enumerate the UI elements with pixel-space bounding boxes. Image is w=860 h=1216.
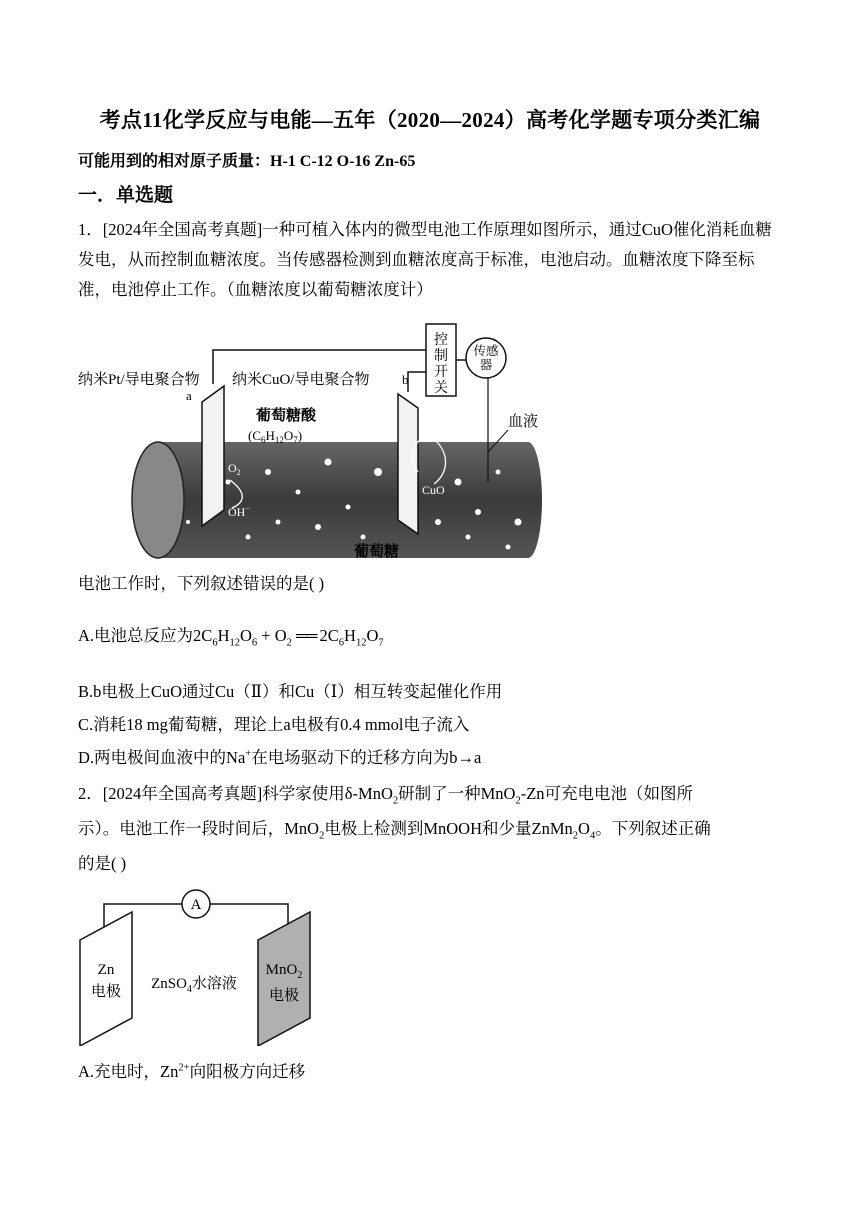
label-cuo: CuO — [422, 483, 445, 497]
switch-char-3: 开 — [434, 365, 448, 380]
label-cu2o: $Cu_2O$ — [420, 419, 449, 435]
q1-option-d — [78, 744, 481, 768]
label-glucose: 葡萄糖 — [354, 544, 400, 560]
q2-stem-line3: 的是( ) — [78, 854, 127, 873]
section-heading: 一．单选题 — [78, 185, 174, 206]
q2-cell-figure — [78, 884, 328, 1046]
label-o2: $O_2$ — [228, 461, 241, 477]
atomic-masses: 可能用到的相对原子质量：H-1 C-12 O-16 Zn-65 — [78, 153, 416, 170]
q2-option-a-ion: $Zn^{2+}$ — [160, 1062, 190, 1081]
electrolyte-label: ZnSO$_4$水溶液 — [151, 976, 237, 995]
zn-label: Zn — [97, 962, 115, 978]
ammeter-label: A — [190, 897, 202, 913]
q1-question: 电池工作时，下列叙述错误的是( ) — [78, 574, 325, 593]
q1-option-d-suffix: 在电场驱动下的迁移方向为b→a — [251, 748, 482, 767]
label-oh: OH− — [228, 504, 250, 519]
label-pt: 纳米Pt/导电聚合物 — [78, 372, 200, 388]
zn-electrode-label: 电极 — [90, 984, 122, 1000]
electrode-a — [202, 386, 224, 526]
switch-char-1: 控 — [434, 333, 448, 348]
svg-text:传感: 传感 — [473, 344, 499, 358]
svg-text:器: 器 — [479, 358, 493, 372]
q1-option-a-equation: $2C_6H_{12}O_6 + O_2$ ══ $2C_6H_{12}O_7$ — [193, 626, 384, 649]
mno2-label: MnO$_2$ — [265, 962, 303, 981]
q1-option-d-ion: Na+ — [226, 748, 252, 767]
label-cuo-electrode: 纳米CuO/导电聚合物 — [232, 372, 370, 388]
q2-stem-line2: 示）。电池工作一段时间后，MnO$_2$电极上检测到MnOOH和少量$ZnMn_2O_4$。下列叙述正确 — [78, 819, 711, 842]
q1-option-a — [78, 622, 384, 648]
chem-delta-mno2: δ-MnO$_2$ — [344, 784, 399, 807]
q1-battery-figure — [78, 322, 558, 562]
chem-mno2-zn: MnO$_2$-Zn — [480, 784, 545, 807]
electrode-b — [398, 394, 418, 534]
zn-electrode — [80, 912, 132, 1046]
label-b: b — [402, 372, 409, 387]
mno2-electrode-label: 电极 — [268, 988, 300, 1004]
label-a: a — [186, 388, 192, 403]
q1-option-b: B.b电极上CuO通过Cu（Ⅱ）和Cu（Ⅰ）相互转变起催化作用 — [78, 682, 503, 701]
q2-option-a: A.充电时，$Zn^{2+}$向阳极方向迁移 — [78, 1062, 306, 1081]
q1-stem: 1．[2024年全国高考真题]一种可植入体内的微型电池工作原理如图所示，通过CuO催化消耗血糖发电，从而控制血糖浓度。当传感器检测到血糖浓度高于标准，电池启动。血糖浓度下降至标准，电池停止工作。（血糖浓度以葡萄糖浓度计） — [78, 220, 772, 299]
q1-option-c: C.消耗18 mg葡萄糖，理论上a电极有0.4 mmol电子流入 — [78, 715, 470, 734]
label-gluconic: 葡萄糖酸 — [256, 408, 317, 424]
q1-option-a-prefix: A.电池总反应为 — [78, 626, 194, 645]
label-blood: 血液 — [508, 414, 539, 430]
q1-option-d-prefix: D.两电极间血液中的 — [78, 748, 227, 767]
switch-char-2: 制 — [434, 349, 448, 364]
wire-b — [408, 372, 426, 392]
page-title: 考点11化学反应与电能—五年（2020—2024）高考化学题专项分类汇编 — [99, 108, 761, 132]
vessel-opening — [132, 442, 184, 558]
label-gluconic-formula: $(C_6H_{12}O_7)$ — [248, 428, 303, 445]
q2-stem-line1: 2．[2024年全国高考真题]科学家使用δ-MnO$_2$研制了一种MnO$_2$-Zn可充电电池（如图所 — [78, 784, 694, 807]
switch-char-4: 关 — [434, 381, 448, 396]
